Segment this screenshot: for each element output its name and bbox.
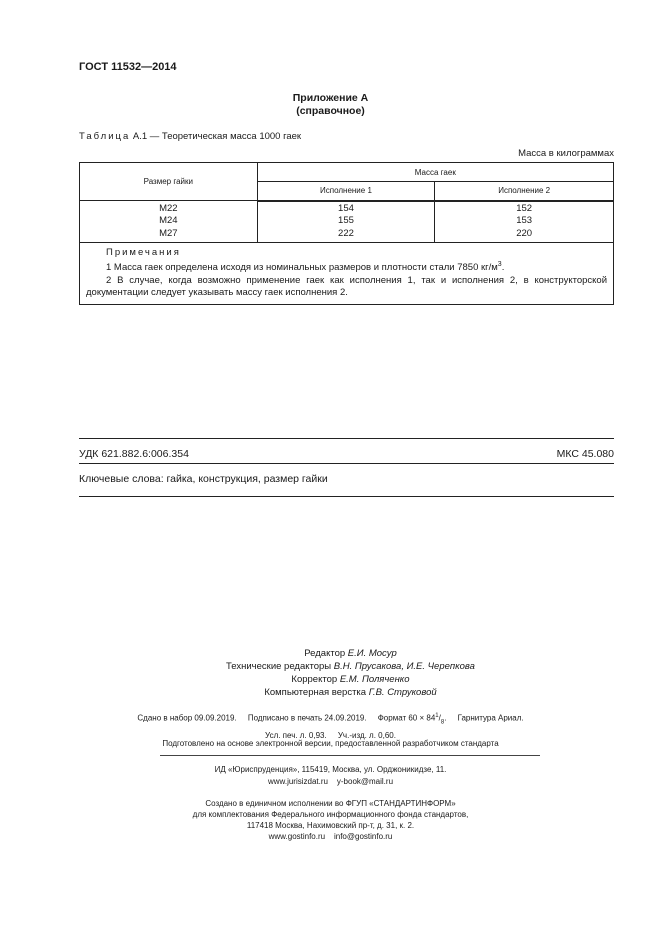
table-cell: 222 [338,227,354,239]
annex-heading [0,92,661,118]
divider-middle [79,463,614,464]
format-sub: 8 [440,719,445,726]
annex-subtitle: (справочное) [296,105,365,117]
print-sheets: Усл. печ. л. 0,93. [265,731,327,741]
table-cell: 154 [338,202,354,214]
note-1-superscript: 3 [497,261,502,268]
typeset-date: Сдано в набор 09.09.2019. [137,713,237,723]
size-column [80,201,258,243]
note-1-text: 1 Масса гаек определена исходя из номинальных размеров и плотности стали 7850 кг/м [106,262,498,274]
corrector-label: Корректор [291,674,340,685]
header-size: Размер гайки [80,163,258,201]
made-line-1: Создано в единичном исполнении во ФГУП «СТАНДАРТИНФОРМ» [205,799,456,808]
table-caption [79,131,301,142]
divider-pub [160,755,540,756]
table-cell: 153 [516,215,533,227]
table-cell: 155 [338,215,354,227]
notes-title: Примечания [106,246,181,258]
header-exec2: Исполнение 2 [435,182,614,201]
editor-name: Е.И. Мосур [347,648,397,659]
keywords: Ключевые слова: гайка, конструкция, размер гайки [79,473,328,485]
print-line-1: Сдано в набор 09.09.2019. Подписано в печать 24.09.2019. Формат $60 \times 84^1/_8$. Гарнитура Ариал. [137,713,524,726]
document-number: ГОСТ 11532—2014 [79,61,177,73]
credit-layout [40,686,661,699]
credit-editor [40,647,661,660]
mass-table [79,162,614,305]
header-mass: Масса гаек [257,163,613,182]
made-block [0,798,661,842]
publisher-contacts [0,776,661,788]
print-info [0,710,661,742]
credit-tech [40,660,661,673]
format-sup: 1 [435,713,439,719]
layout-name: Г.В. Струковой [368,687,437,698]
gostinfo-site-link[interactable]: www.gostinfo.ru [268,832,326,841]
caption-text: А.1 — Теоретическая масса 1000 гаек [130,131,302,142]
annex-title: Приложение А [292,92,369,104]
tech-label: Технические редакторы [226,661,334,672]
table-cell: М22 [159,202,178,214]
corrector-name: Е.М. Поляченко [339,674,410,685]
exec2-column [435,201,614,243]
table-cell: М27 [159,227,178,239]
udc-code: УДК 621.882.6:006.354 [79,448,189,460]
publisher-block [0,764,661,788]
made-line-2: для комплектования Федерального информационного фонда стандартов, [192,810,469,819]
publisher-email-link[interactable]: y-book@mail.ru [336,777,394,786]
publisher-address: ИД «Юриспруденция», 115419, Москва, ул. Орджоникидзе, 11. [214,765,447,774]
exec1-column [257,201,435,243]
prepared-note: Подготовлено на основе электронной версии, предоставленной разработчиком стандарта [162,739,499,748]
note-2: 2 В случае, когда возможно применение гаек как исполнения 1, так и исполнения 2, в конструкторской документации следует указывать массу гаек исполнения 2. [86,274,607,299]
typeface: Гарнитура Ариал. [457,713,524,723]
layout-label: Компьютерная верстка [264,687,369,698]
tech-names: В.Н. Прусакова, И.Е. Черепкова [333,661,475,672]
format-end: . [444,713,447,723]
header-exec1: Исполнение 1 [257,182,435,201]
divider-top [79,438,614,439]
note-1 [86,259,607,275]
credits-block [0,647,661,699]
notes-cell [80,242,614,304]
publisher-sheets: Уч.-изд. л. 0,60. [337,731,396,741]
made-contacts [0,831,661,842]
caption-prefix: Таблица [79,131,131,142]
table-cell: 220 [516,227,533,239]
publisher-site-link[interactable]: www.jurisizdat.ru [267,777,328,786]
mks-code: МКС 45.080 [556,448,614,460]
made-line-3: 117418 Москва, Нахимовский пр-т, д. 31, к. 2. [246,821,415,830]
print-date: Подписано в печать 24.09.2019. [247,713,367,723]
gostinfo-email-link[interactable]: info@gostinfo.ru [333,832,393,841]
editor-label: Редактор [304,648,348,659]
units-label: Масса в килограммах [518,148,614,159]
format-label: Формат 60 × 84 [377,713,436,723]
table-cell: 152 [516,202,533,214]
note-1-end: . [501,262,505,274]
table-cell: М24 [159,215,178,226]
credit-corrector [40,673,661,686]
divider-bottom [79,496,614,497]
